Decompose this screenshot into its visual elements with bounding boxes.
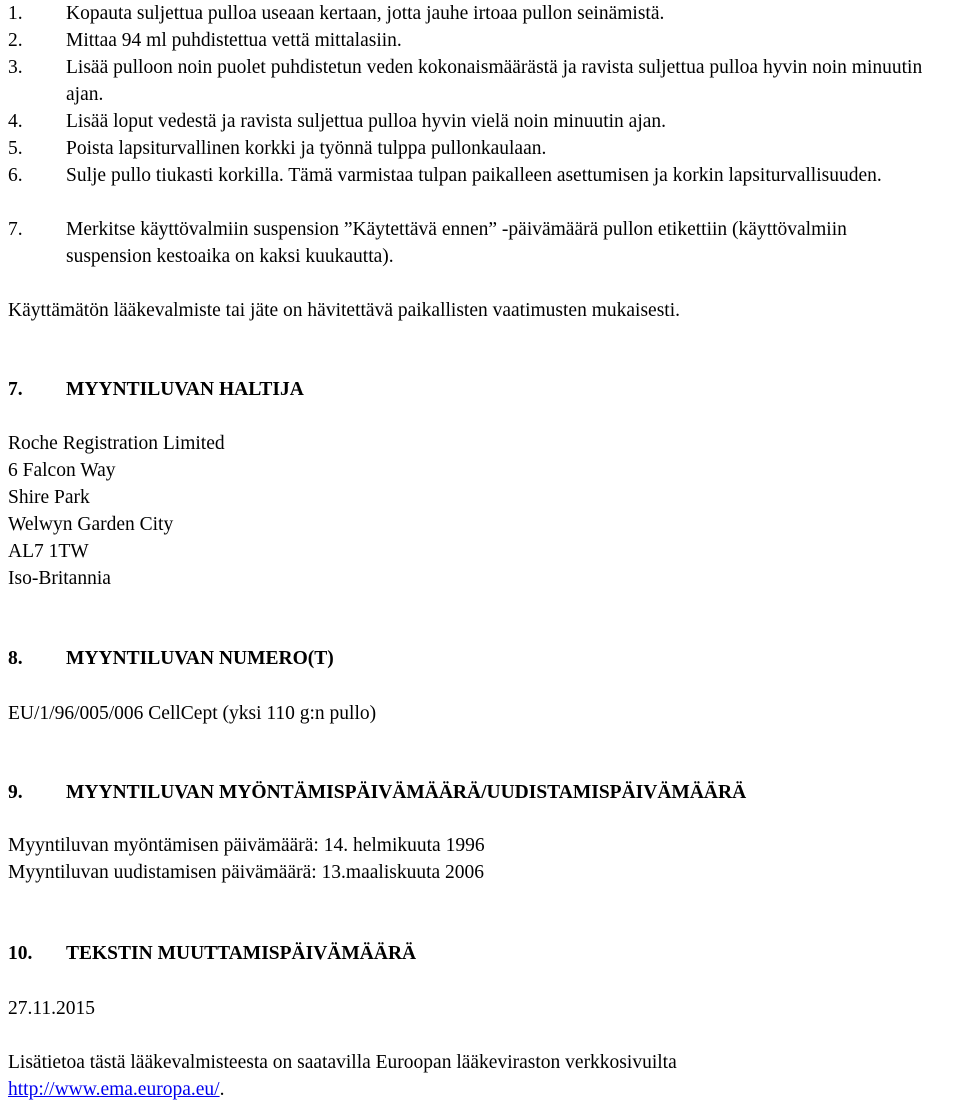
section-title: MYYNTILUVAN HALTIJA [66, 379, 304, 400]
section-number: 8. [8, 648, 23, 669]
step-number: 3. [8, 57, 23, 78]
first-authorisation-date: Myyntiluvan myöntämisen päivämäärä: 14. helmikuuta 1996 [8, 835, 485, 856]
section-10-heading [8, 940, 956, 967]
section-number: 10. [8, 943, 33, 964]
footer-link-line [8, 1076, 956, 1103]
address-line: Iso-Britannia [8, 568, 111, 589]
address-line: Roche Registration Limited [8, 433, 225, 454]
footer-info [8, 1049, 956, 1103]
footer-text: Lisätietoa tästä lääkevalmisteesta on saatavilla Euroopan lääkeviraston verkkosivuilta [8, 1052, 677, 1073]
section-number: 7. [8, 379, 23, 400]
step-text: Mittaa 94 ml puhdistettua vettä mittalasiin. [66, 30, 402, 51]
section-9-heading [8, 779, 956, 806]
ema-website-link[interactable]: http://www.ema.europa.eu/ [8, 1079, 220, 1100]
step-item [8, 135, 956, 162]
step-item [8, 216, 896, 270]
link-suffix: . [219, 1079, 225, 1100]
step-item [8, 27, 956, 54]
authorisation-dates [8, 832, 956, 886]
authorisation-number: EU/1/96/005/006 CellCept (yksi 110 g:n pullo) [8, 703, 377, 724]
section-title: MYYNTILUVAN NUMERO(T) [66, 648, 334, 669]
step-number: 7. [8, 219, 23, 240]
section-8-heading [8, 645, 956, 672]
section-7-heading [8, 376, 956, 403]
address-line: AL7 1TW [8, 541, 89, 562]
step-text: Merkitse käyttövalmiin suspension ”Käytettävä ennen” -päivämäärä pullon etikettiin (käyttövalmiin suspension kestoaika on kaksi kuukautta). [66, 219, 847, 267]
step-number: 1. [8, 3, 23, 24]
step-item [8, 54, 956, 108]
revision-date: 27.11.2015 [8, 998, 96, 1019]
step-text: Lisää loput vedestä ja ravista suljettua pulloa hyvin vielä noin minuutin ajan. [66, 111, 667, 132]
step-item [8, 0, 956, 27]
renewal-date: Myyntiluvan uudistamisen päivämäärä: 13.maaliskuuta 2006 [8, 862, 485, 883]
step-number: 5. [8, 138, 23, 159]
step-number: 2. [8, 30, 23, 51]
section-title: TEKSTIN MUUTTAMISPÄIVÄMÄÄRÄ [66, 943, 417, 964]
step-number: 4. [8, 111, 23, 132]
step-text: Lisää pulloon noin puolet puhdistetun veden kokonaismäärästä ja ravista suljettua pulloa hyvin noin minuutin ajan. [66, 57, 923, 105]
step-text: Sulje pullo tiukasti korkilla. Tämä varmistaa tulpan paikalleen asettumisen ja korkin lapsiturvallisuuden. [66, 165, 882, 186]
address-line: Welwyn Garden City [8, 514, 174, 535]
section-number: 9. [8, 782, 23, 803]
step-text: Poista lapsiturvallinen korkki ja työnnä tulppa pullonkaulaan. [66, 138, 547, 159]
disposal-note: Käyttämätön lääkevalmiste tai jäte on hävitettävä paikallisten vaatimusten mukaisesti. [8, 300, 680, 321]
step-number: 6. [8, 165, 23, 186]
address-line: 6 Falcon Way [8, 460, 116, 481]
step-text: Kopauta suljettua pulloa useaan kertaan, jotta jauhe irtoaa pullon seinämistä. [66, 3, 665, 24]
holder-address [8, 430, 956, 592]
section-title: MYYNTILUVAN MYÖNTÄMISPÄIVÄMÄÄRÄ/UUDISTAMISPÄIVÄMÄÄRÄ [66, 782, 747, 803]
address-line: Shire Park [8, 487, 90, 508]
step-item [8, 162, 896, 189]
step-item [8, 108, 956, 135]
